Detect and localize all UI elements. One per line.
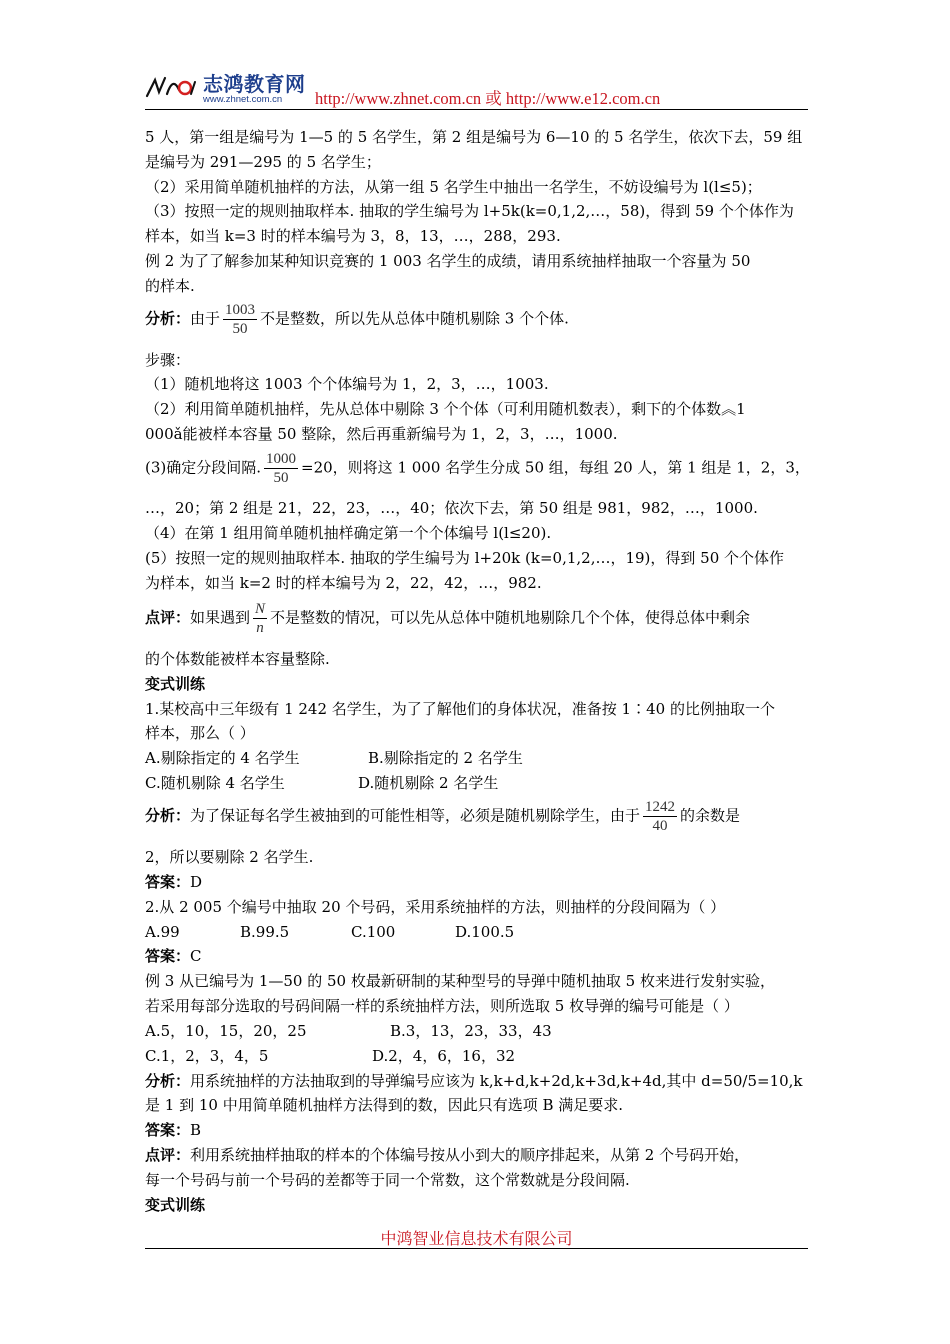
text-line: （1）随机地将这 1003 个个体编号为 1，2，3，…，1003. bbox=[145, 375, 549, 393]
text-span: 如果遇到 bbox=[190, 608, 251, 627]
logo-name: 志鸿教育网 bbox=[203, 72, 306, 96]
analysis-line bbox=[145, 1071, 803, 1091]
fraction-numerator: 1242 bbox=[645, 799, 676, 815]
fraction bbox=[253, 600, 267, 637]
option-c: C.随机剔除 4 名学生 bbox=[145, 774, 285, 792]
text-line: 若采用每部分选取的号码间隔一样的系统抽样方法，则所选取 5 枚导弹的编号可能是（ ） bbox=[145, 997, 739, 1015]
option-d: D.100.5 bbox=[455, 923, 515, 941]
text-line: 样本，如当 k=3 时的样本编号为 3，8，13，…，288，293. bbox=[145, 227, 561, 245]
option-a: A.剔除指定的 4 名学生 bbox=[145, 749, 300, 767]
answer-label: 答案： bbox=[145, 1121, 191, 1139]
comment-label: 点评： bbox=[145, 1146, 191, 1164]
text-line: 2，所以要剔除 2 名学生. bbox=[145, 848, 314, 866]
answer-value: C bbox=[190, 947, 202, 965]
text-span: (3)确定分段间隔. bbox=[145, 458, 262, 477]
analysis-line bbox=[145, 301, 569, 338]
text-span: 的余数是 bbox=[680, 806, 741, 825]
option-a: A.99 bbox=[145, 923, 180, 941]
analysis-line bbox=[145, 798, 740, 835]
fraction-denominator: 40 bbox=[652, 818, 668, 834]
section-heading: 变式训练 bbox=[145, 675, 206, 693]
comment-line bbox=[145, 1145, 749, 1165]
footer-divider bbox=[145, 1248, 808, 1249]
answer-value: D bbox=[190, 873, 203, 891]
text-line: 是 1 到 10 中用简单随机抽样方法得到的数，因此只有选项 B 满足要求. bbox=[145, 1096, 624, 1114]
footer-company: 中鸿智业信息技术有限公司 bbox=[380, 1229, 573, 1248]
fraction-denominator bbox=[253, 619, 267, 637]
header-divider bbox=[145, 109, 808, 110]
comment-label: 点评： bbox=[145, 608, 191, 627]
answer-line bbox=[145, 1120, 201, 1140]
option-a: A.5，10，15，20，25 bbox=[145, 1022, 307, 1040]
option-b: B.剔除指定的 2 名学生 bbox=[368, 749, 523, 767]
answer-line bbox=[145, 946, 202, 966]
option-d: D.随机剔除 2 名学生 bbox=[358, 774, 499, 792]
text-line: 步骤： bbox=[145, 351, 191, 369]
variable: n bbox=[256, 620, 264, 636]
option-d: D.2，4，6，16，32 bbox=[372, 1047, 516, 1065]
analysis-label: 分析： bbox=[145, 1072, 191, 1090]
option-c: C.1，2，3，4，5 bbox=[145, 1047, 269, 1065]
text-line: （2）采用简单随机抽样的方法，从第一组 5 名学生中抽出一名学生，不妨设编号为 l(l≤5)； bbox=[145, 178, 762, 196]
text-line: (5）按照一定的规则抽取样本. 抽取的学生编号为 l+20k (k=0,1,2,…，19)，得到 50 个个体作 bbox=[145, 549, 785, 567]
text-line: 的个体数能被样本容量整除. bbox=[145, 650, 330, 668]
text-line: …，20；第 2 组是 21，22，23，…，40；依次下去，第 50 组是 981，982，…，1000. bbox=[145, 499, 758, 517]
answer-line bbox=[145, 872, 202, 892]
fraction-denominator: 50 bbox=[232, 321, 248, 337]
option-c: C.100 bbox=[351, 923, 396, 941]
text-line: 5 人，第一组是编号为 1—5 的 5 名学生，第 2 组是编号为 6—10 的 5 名学生，依次下去，59 组 bbox=[145, 128, 803, 146]
text-line: 是编号为 291—295 的 5 名学生； bbox=[145, 153, 381, 171]
logo-url: www.zhnet.com.cn bbox=[203, 94, 283, 105]
text-span: =20，则将这 1 000 名学生分成 50 组，每组 20 人，第 1 组是 1，2，3， bbox=[301, 458, 810, 477]
answer-label: 答案： bbox=[145, 947, 191, 965]
fraction-numerator bbox=[253, 600, 267, 619]
logo-mark-icon bbox=[145, 72, 197, 100]
fraction-numerator: 1000 bbox=[266, 451, 297, 467]
option-b: B.99.5 bbox=[240, 923, 290, 941]
fraction-denominator: 50 bbox=[273, 470, 289, 486]
answer-value: B bbox=[190, 1121, 202, 1139]
text-span: 不是整数的情况，可以先从总体中随机地剔除几个个体，使得总体中剩余 bbox=[270, 608, 751, 627]
text-line: 为样本，如当 k=2 时的样本编号为 2，22，42，…，982. bbox=[145, 574, 542, 592]
analysis-label: 分析： bbox=[145, 309, 191, 328]
analysis-label: 分析： bbox=[145, 806, 191, 825]
site-logo[interactable] bbox=[145, 68, 315, 108]
text-span: 为了保证每名学生被抽到的可能性相等，必须是随机剔除学生，由于 bbox=[190, 806, 641, 825]
text-span: 用系统抽样的方法抽取到的导弹编号应该为 k,k+d,k+2d,k+3d,k+4d,其中 d=50/5=10,k bbox=[190, 1072, 803, 1090]
example-heading: 例 3 从已编号为 1—50 的 50 枚最新研制的某种型号的导弹中随机抽取 5 枚来进行发射实验， bbox=[145, 972, 775, 990]
text-line: （2）利用简单随机抽样，先从总体中剔除 3 个个体（可利用随机数表），剩下的个体数︽1 bbox=[145, 400, 746, 418]
example-heading: 例 2 为了了解参加某种知识竞赛的 1 003 名学生的成绩，请用系统抽样抽取一个容量为 50 bbox=[145, 252, 751, 270]
header-links[interactable]: http://www.zhnet.com.cn 或 http://www.e12.com.cn bbox=[315, 89, 661, 108]
text-line: 的样本. bbox=[145, 277, 195, 295]
text-span: 由于 bbox=[190, 309, 221, 328]
answer-label: 答案： bbox=[145, 873, 191, 891]
text-span: 利用系统抽样抽取的样本的个体编号按从小到大的顺序排起来，从第 2 个号码开始， bbox=[190, 1146, 750, 1164]
text-line: （3）按照一定的规则抽取样本. 抽取的学生编号为 l+5k(k=0,1,2,…，58)，得到 59 个个体作为 bbox=[145, 202, 794, 220]
variable: N bbox=[255, 601, 266, 617]
fraction bbox=[264, 450, 298, 487]
fraction bbox=[223, 301, 257, 338]
text-line: 样本，那么（ ） bbox=[145, 724, 255, 742]
page-header bbox=[145, 66, 808, 110]
option-b: B.3，13，23，33，43 bbox=[390, 1022, 552, 1040]
comment-line bbox=[145, 600, 750, 637]
fraction-numerator: 1003 bbox=[225, 302, 256, 318]
question-line: 1.某校高中三年级有 1 242 名学生，为了了解他们的身体状况，准备按 1∶40 的比例抽取一个 bbox=[145, 700, 775, 718]
section-heading: 变式训练 bbox=[145, 1196, 206, 1214]
text-line: （4）在第 1 组用简单随机抽样确定第一个个体编号 l(l≤20). bbox=[145, 524, 552, 542]
text-line: 000ǎ能被样本容量 50 整除，然后再重新编号为 1，2，3，…，1000. bbox=[145, 425, 618, 443]
step-line bbox=[145, 450, 810, 487]
text-line: 每一个号码与前一个号码的差都等于同一个常数，这个常数就是分段间隔. bbox=[145, 1171, 630, 1189]
question-line: 2.从 2 005 个编号中抽取 20 个号码，采用系统抽样的方法，则抽样的分段间隔为（ ） bbox=[145, 898, 726, 916]
fraction bbox=[643, 798, 677, 835]
text-span: 不是整数，所以先从总体中随机剔除 3 个个体. bbox=[260, 309, 569, 328]
